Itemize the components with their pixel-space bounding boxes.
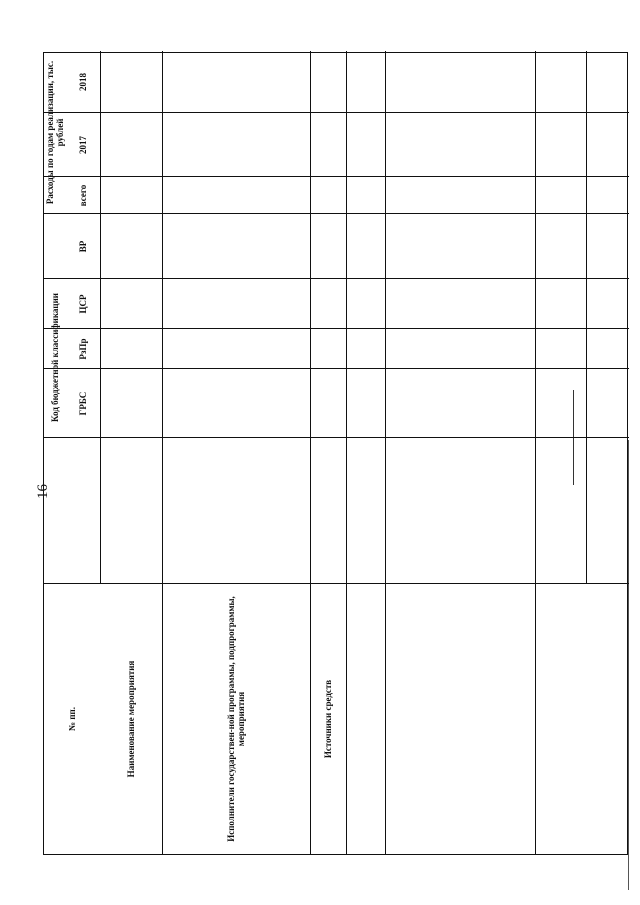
budget-table	[43, 52, 628, 855]
header-2018: 2018	[77, 73, 88, 91]
header-rzpr: РзПр	[77, 338, 88, 360]
header-name: Наименование мероприятия	[125, 660, 136, 778]
header-grbs: ГРБС	[77, 391, 88, 416]
header-num: № пп.	[66, 707, 77, 731]
header-kbk: Код бюджетной классификации	[49, 293, 60, 422]
header-total: всего	[77, 184, 88, 207]
header-2017: 2017	[77, 136, 88, 154]
header-csr: ЦСР	[77, 294, 88, 314]
header-executor: Исполнители государствен-ной программы, подпрограммы, мероприятия	[225, 596, 246, 842]
header-expenses: Расходы по годам реализации, тыс. рублей	[44, 60, 65, 205]
header-source: Источники средств	[322, 679, 333, 759]
rotated-table	[35, 52, 628, 855]
scan-edge-line	[628, 440, 629, 890]
page-number: 16	[35, 484, 51, 499]
header-vr: ВР	[77, 240, 88, 253]
